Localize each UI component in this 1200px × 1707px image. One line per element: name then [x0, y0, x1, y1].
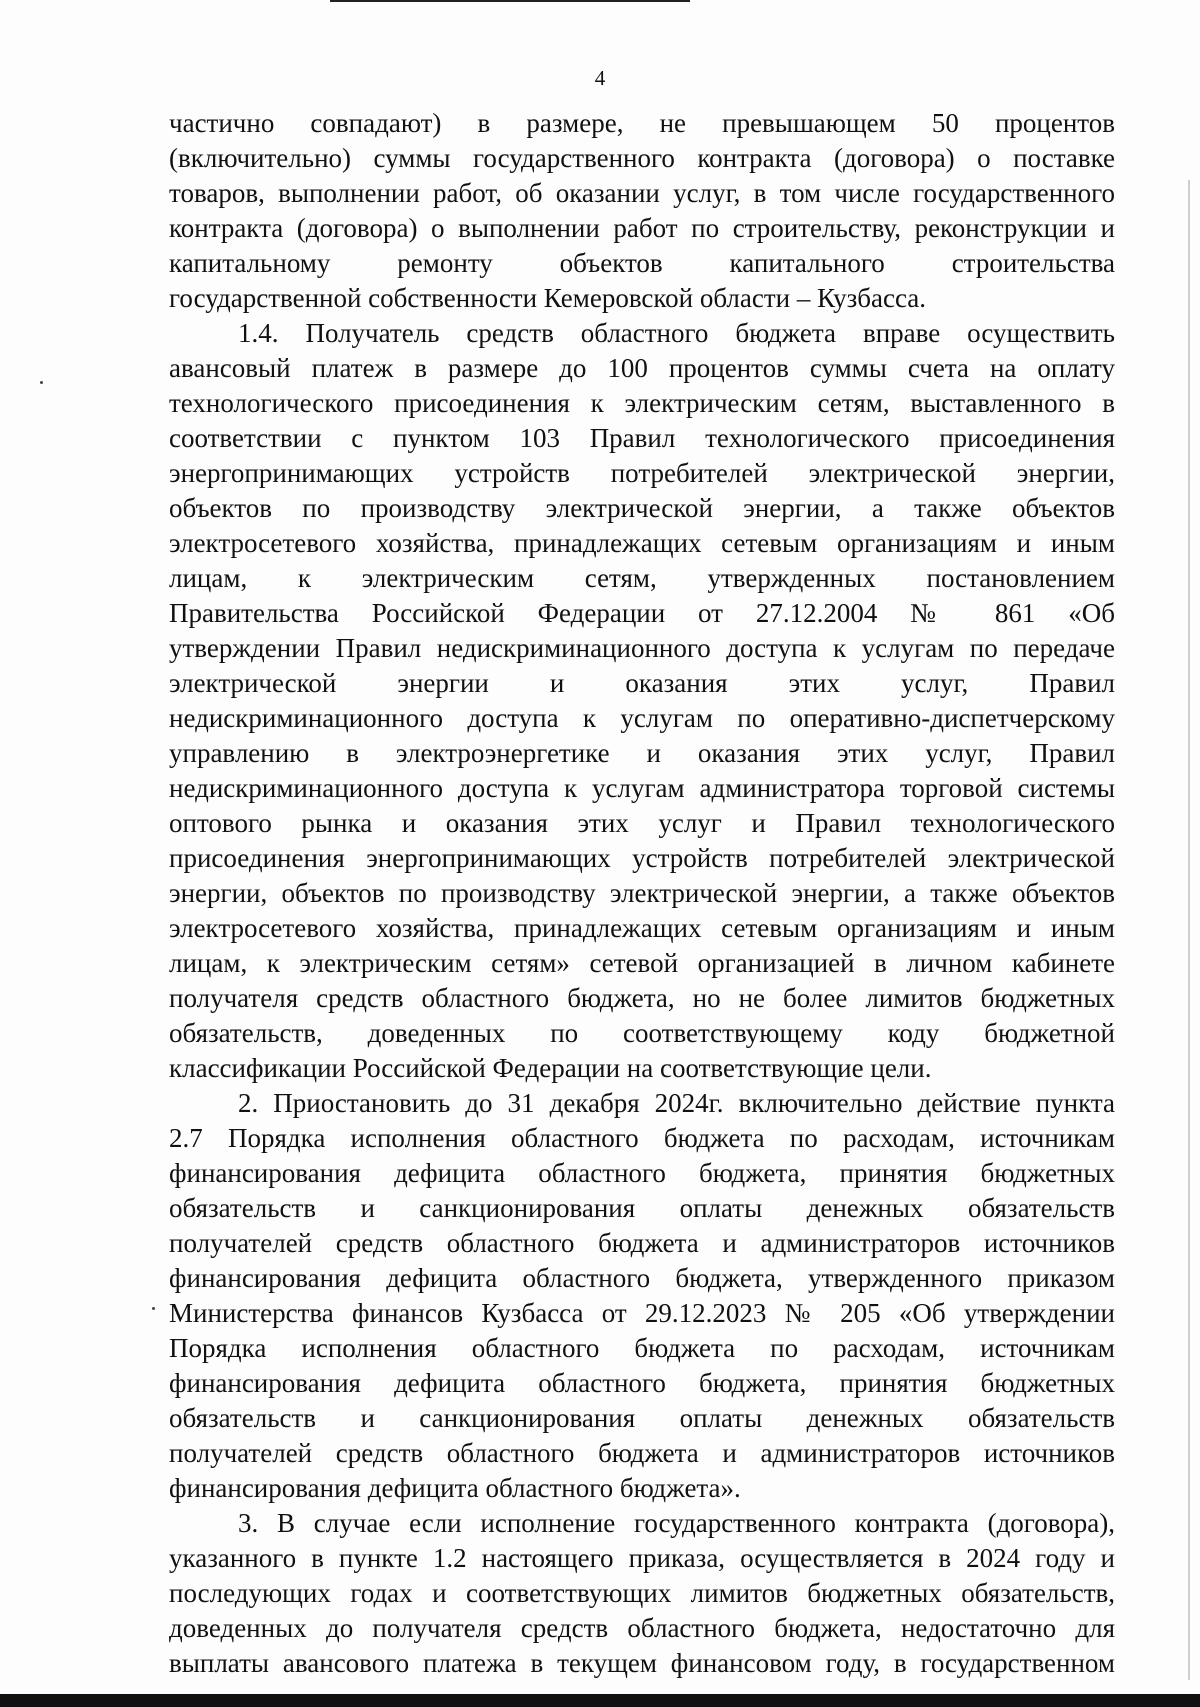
scan-speck: [152, 1307, 155, 1310]
text-line: авансовый платеж в размере до 100 процентов суммы счета на оплату: [169, 353, 1115, 383]
text-line: энергопринимающих устройств потребителей электрической энергии,: [169, 458, 1115, 488]
text-line: финансирования дефицита областного бюджета, принятия бюджетных: [169, 1368, 1115, 1398]
text-line: получателей средств областного бюджета и администраторов источников: [169, 1228, 1115, 1258]
text-line: выплаты авансового платежа в текущем финансовом году, в государственном: [169, 1648, 1115, 1678]
scan-speck: [40, 381, 43, 384]
text-line: соответствии с пунктом 103 Правил технологического присоединения: [169, 423, 1115, 453]
text-line: утверждении Правил недискриминационного доступа к услугам по передаче: [169, 633, 1115, 663]
text-line: технологического присоединения к электрическим сетям, выставленного в: [169, 388, 1115, 418]
text-line: частично совпадают) в размере, не превышающем 50 процентов: [169, 108, 1115, 138]
text-line: оптового рынка и оказания этих услуг и Правил технологического: [169, 808, 1115, 838]
text-line: обязательств и санкционирования оплаты денежных обязательств: [169, 1403, 1115, 1433]
page-number: 4: [594, 66, 606, 90]
scan-edge-shadow: [1188, 180, 1190, 1680]
text-line: 2.7 Порядка исполнения областного бюджета по расходам, источникам: [169, 1123, 1115, 1153]
text-line: доведенных до получателя средств областного бюджета, недостаточно для: [169, 1613, 1115, 1643]
paragraph-2-first-line: 2. Приостановить до 31 декабря 2024г. включительно действие пункта: [238, 1088, 1115, 1118]
text-line: последующих годах и соответствующих лимитов бюджетных обязательств,: [169, 1578, 1115, 1608]
text-line: финансирования дефицита областного бюджета, принятия бюджетных: [169, 1158, 1115, 1188]
top-edge-line: [330, 0, 690, 2]
paragraph-3-first-line: 3. В случае если исполнение государственного контракта (договора),: [238, 1508, 1115, 1538]
text-line: Правительства Российской Федерации от 27.12.2004 № 861 «Об: [169, 598, 1115, 628]
text-line: указанного в пункте 1.2 настоящего приказа, осуществляется в 2024 году и: [169, 1543, 1115, 1573]
text-line: получателей средств областного бюджета и администраторов источников: [169, 1438, 1115, 1468]
text-line: недискриминационного доступа к услугам по оперативно-диспетчерскому: [169, 703, 1115, 733]
text-line: лицам, к электрическим сетям» сетевой организацией в личном кабинете: [169, 948, 1115, 978]
text-line: обязательств, доведенных по соответствующему коду бюджетной: [169, 1018, 1115, 1048]
paragraph-1-4-first-line: 1.4. Получатель средств областного бюджета вправе осуществить: [238, 318, 1115, 348]
text-line: объектов по производству электрической энергии, а также объектов: [169, 493, 1115, 523]
document-body: [169, 106, 1115, 1681]
text-line: энергии, объектов по производству электрической энергии, а также объектов: [169, 878, 1115, 908]
text-line: контракта (договора) о выполнении работ по строительству, реконструкции и: [169, 213, 1115, 243]
text-line: финансирования дефицита областного бюджета, утвержденного приказом: [169, 1263, 1115, 1293]
text-line: недискриминационного доступа к услугам администратора торговой системы: [169, 773, 1115, 803]
text-line: присоединения энергопринимающих устройств потребителей электрической: [169, 843, 1115, 873]
text-line: управлению в электроэнергетике и оказания этих услуг, Правил: [169, 738, 1115, 768]
text-line: финансирования дефицита областного бюджета».: [169, 1473, 741, 1503]
text-line: лицам, к электрическим сетям, утвержденных постановлением: [169, 563, 1115, 593]
text-line: (включительно) суммы государственного контракта (договора) о поставке: [169, 143, 1115, 173]
text-line: обязательств и санкционирования оплаты денежных обязательств: [169, 1193, 1115, 1223]
text-line: капитальному ремонту объектов капитального строительства: [169, 248, 1115, 278]
text-line: Порядка исполнения областного бюджета по расходам, источникам: [169, 1333, 1115, 1363]
text-line: электросетевого хозяйства, принадлежащих сетевым организациям и иным: [169, 528, 1115, 558]
text-line: электросетевого хозяйства, принадлежащих сетевым организациям и иным: [169, 913, 1115, 943]
text-line: товаров, выполнении работ, об оказании услуг, в том числе государственного: [169, 178, 1115, 208]
text-line: электрической энергии и оказания этих услуг, Правил: [169, 668, 1115, 698]
scan-bottom-edge: [0, 1694, 1200, 1707]
text-line: государственной собственности Кемеровской области – Кузбасса.: [169, 283, 927, 313]
text-line: получателя средств областного бюджета, но не более лимитов бюджетных: [169, 983, 1115, 1013]
text-line: классификации Российской Федерации на соответствующие цели.: [169, 1053, 932, 1083]
text-line: Министерства финансов Кузбасса от 29.12.2023 № 205 «Об утверждении: [169, 1298, 1115, 1328]
